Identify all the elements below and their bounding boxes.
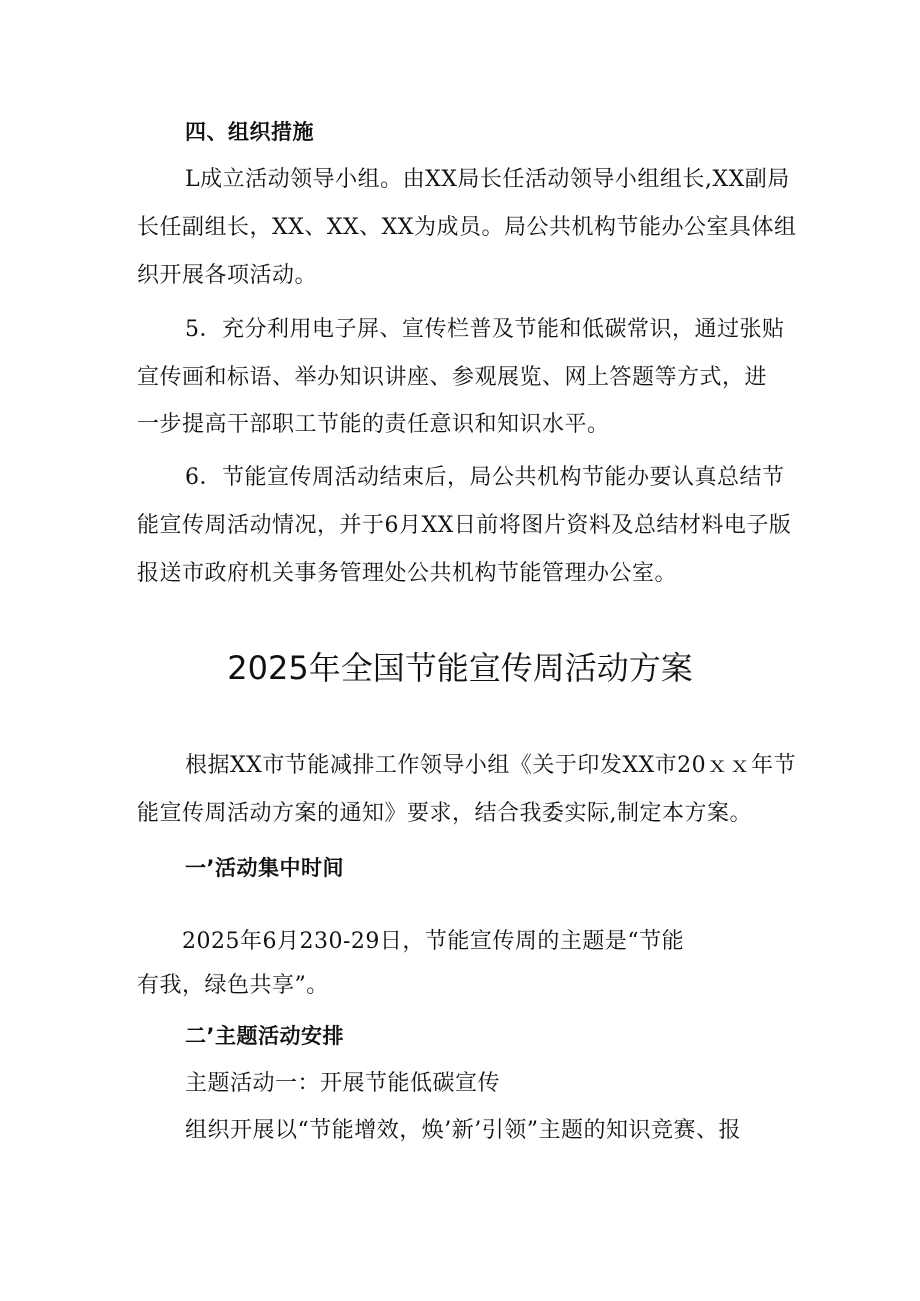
paragraph-line: 组织开展以“节能增效，焕’新’引领”主题的知识竞赛、报	[185, 1118, 741, 1143]
paragraph-line: 根据XX市节能减排工作领导小组《关于印发XX市20ｘｘ年节	[185, 753, 797, 778]
section-heading-time: 一’活动集中时间	[185, 856, 344, 880]
paragraph-line: 能宣传周活动方案的通知》要求，结合我委实际,制定本方案。	[137, 801, 752, 826]
paragraph-line: 2025年6月230-29日，节能宣传周的主题是“节能	[182, 929, 685, 954]
paragraph-line: 宣传画和标语、举办知识讲座、参观展览、网上答题等方式，进	[137, 365, 768, 390]
paragraph-line: 长任副组长，XX、XX、XX为成员。局公共机构节能办公室具体组	[137, 215, 797, 240]
paragraph-line: 一步提高干部职工节能的责任意识和知识水平。	[137, 412, 610, 437]
section-heading-organization: 四、组织措施	[185, 120, 314, 144]
paragraph-line: 织开展各项活动。	[137, 263, 318, 288]
section-heading-activities: 二’主题活动安排	[185, 1024, 344, 1048]
paragraph-line: 报送市政府机关事务管理处公共机构节能管理办公室。	[137, 561, 678, 586]
document-title: 2025年全国节能宣传周活动方案	[227, 649, 693, 687]
activity-title: 主题活动一：开展节能低碳宣传	[185, 1071, 501, 1096]
paragraph-line: 能宣传周活动情况，并于6月XX日前将图片资料及总结材料电子版	[137, 513, 792, 538]
paragraph-line: 5．充分利用电子屏、宣传栏普及节能和低碳常识，通过张贴	[185, 317, 785, 342]
paragraph-line: 有我，绿色共享”。	[137, 973, 329, 998]
paragraph-line: L成立活动领导小组。由XX局长任活动领导小组组长,XX副局	[185, 167, 790, 192]
paragraph-line: 6．节能宣传周活动结束后，局公共机构节能办要认真总结节	[185, 465, 785, 490]
